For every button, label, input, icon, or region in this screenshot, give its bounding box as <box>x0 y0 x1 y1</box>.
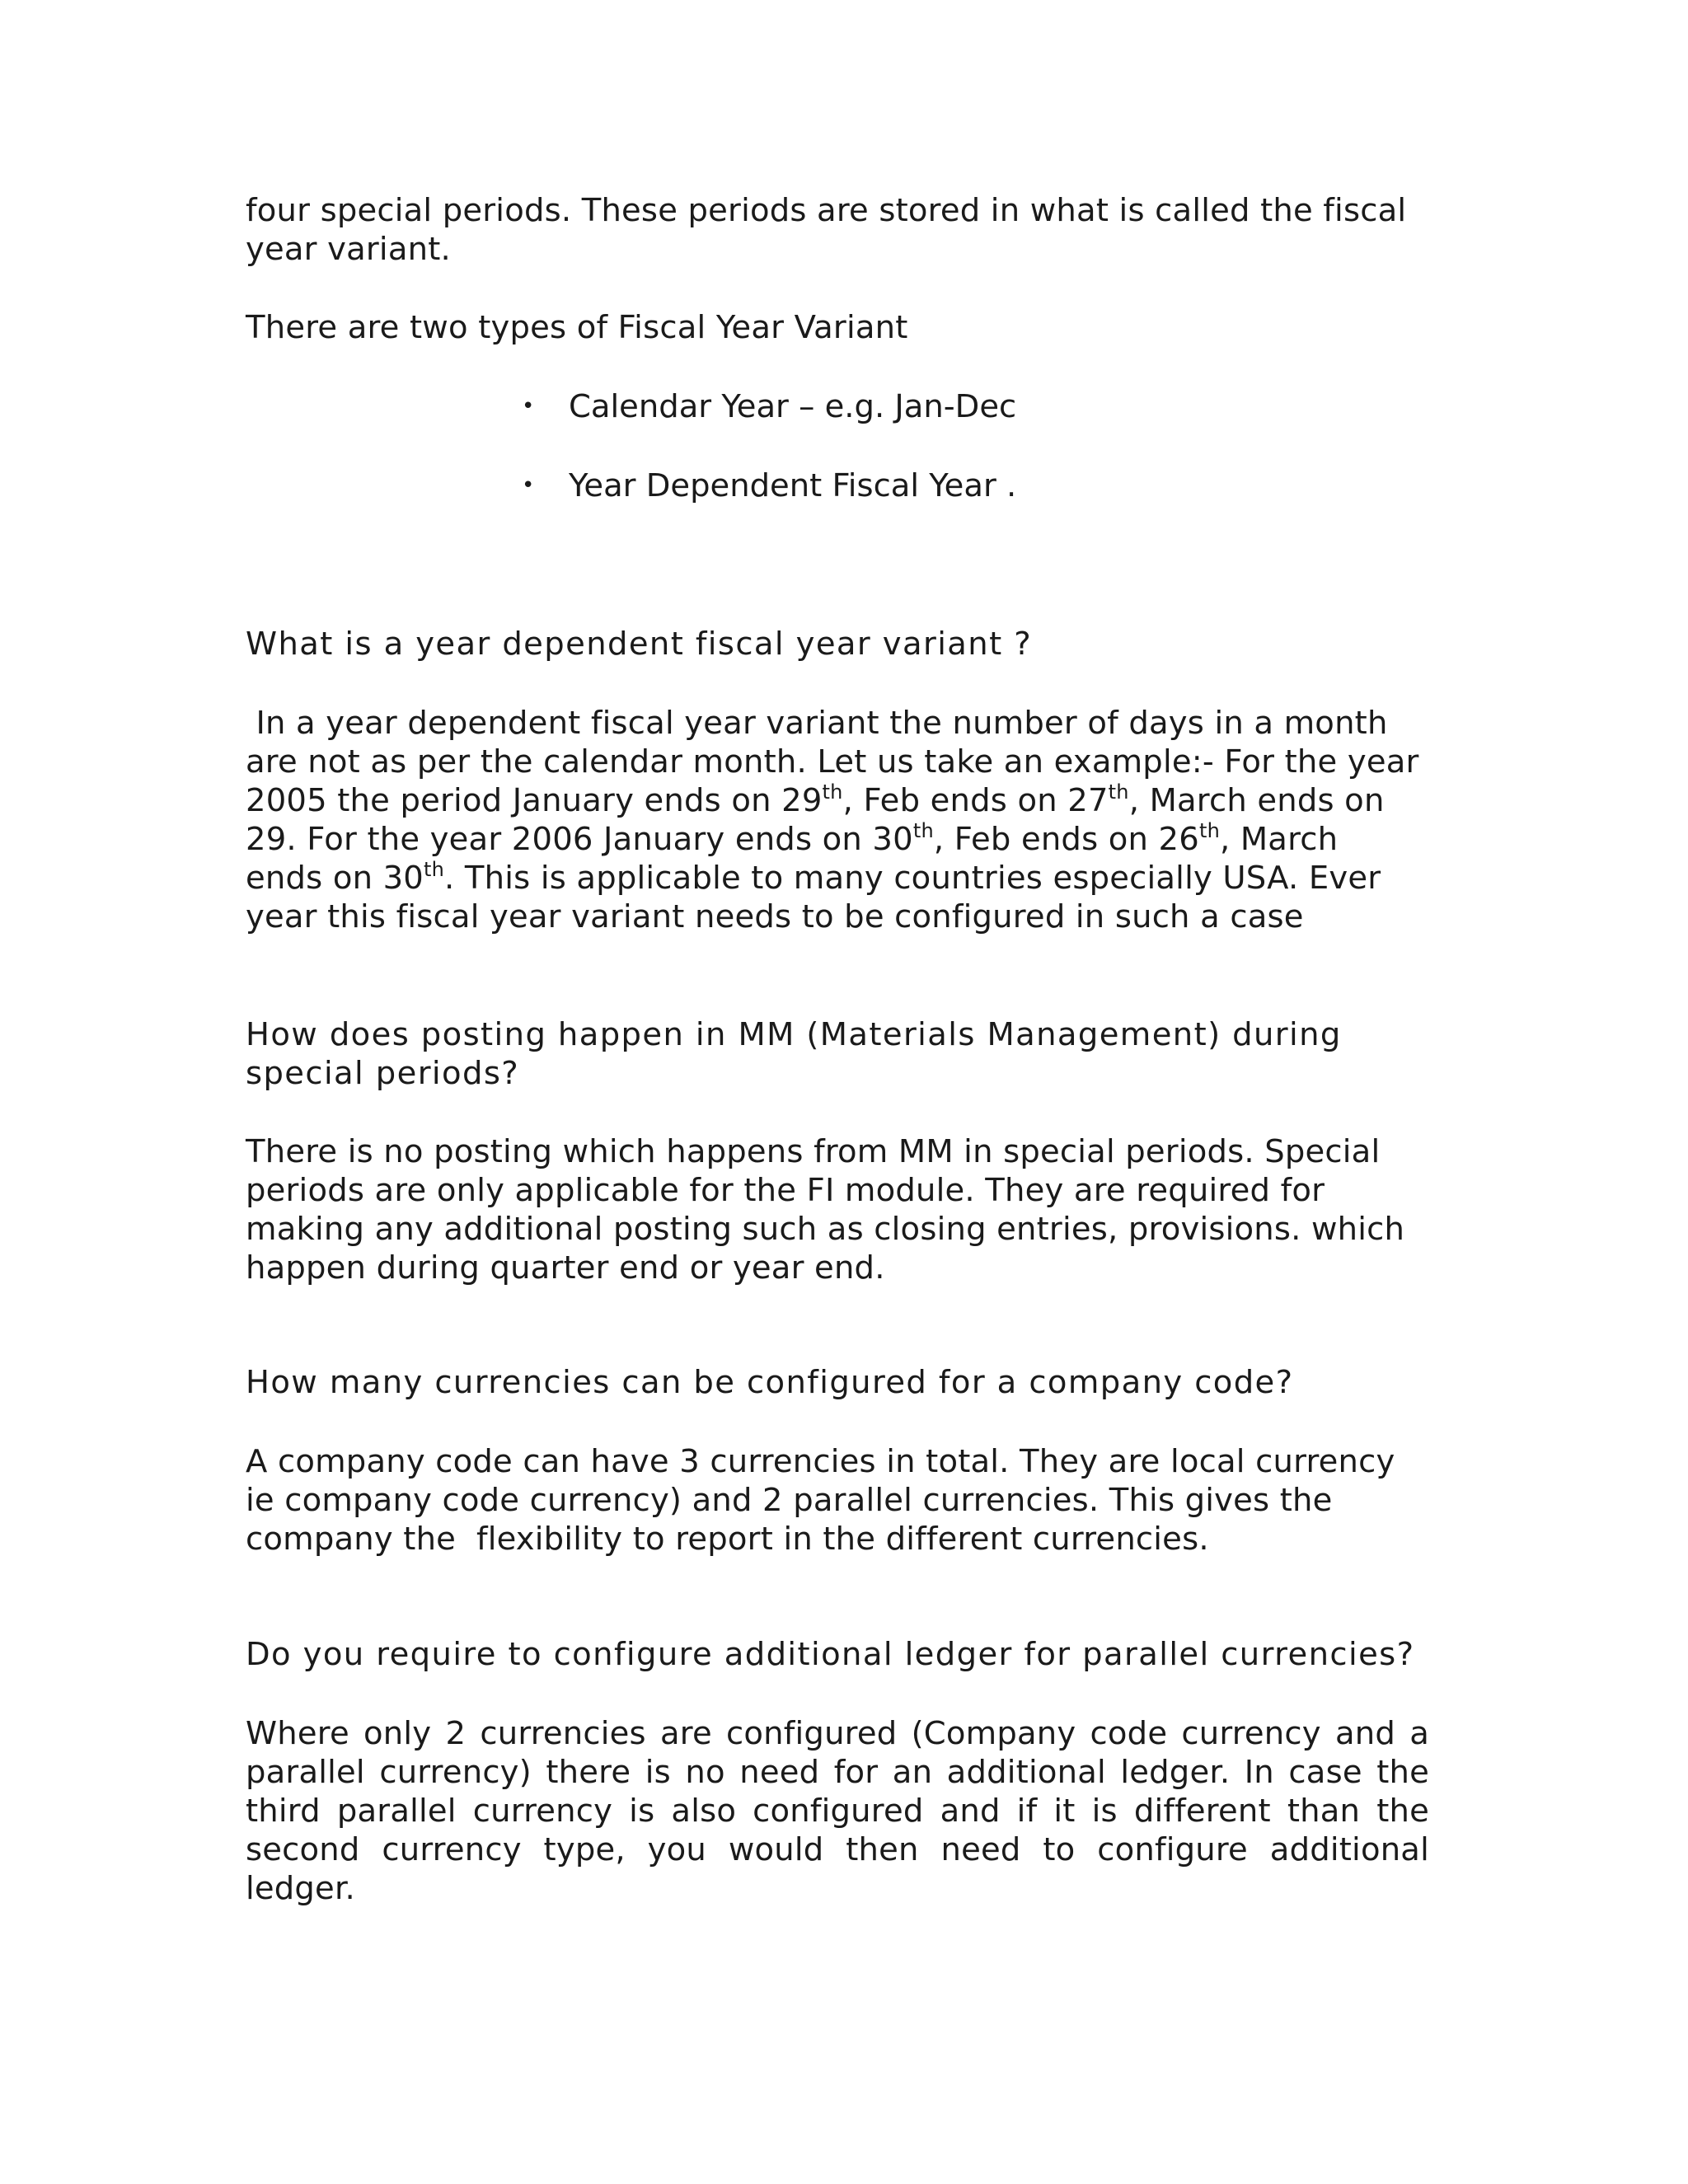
superscript: th <box>1198 819 1220 842</box>
intro-line: four special periods. These periods are stored in what is called the fiscal <box>246 192 1407 229</box>
answer-line: year this fiscal year variant needs to be configured in such a case <box>246 898 1304 935</box>
types-intro: There are two types of Fiscal Year Variant <box>246 309 908 346</box>
answer-line: are not as per the calendar month. Let us take an example:- For the year <box>246 743 1419 780</box>
intro-line: year variant. <box>246 231 451 268</box>
answer-line: In a year dependent fiscal year variant the number of days in a month <box>246 705 1388 742</box>
question-heading: What is a year dependent fiscal year variant ? <box>246 626 1033 663</box>
answer-line <box>246 781 1429 820</box>
text-run: , Feb ends on 26 <box>933 821 1199 858</box>
answer-line <box>246 859 1429 898</box>
superscript: th <box>822 780 843 804</box>
list-item <box>246 466 1429 505</box>
text-run: 2005 the period January ends on 29 <box>246 782 823 819</box>
heading-line: special periods? <box>246 1055 520 1092</box>
list-item-text: Year Dependent Fiscal Year . <box>569 467 1017 504</box>
intro-paragraph <box>246 191 1429 269</box>
text-run: . This is applicable to many countries especially USA. Ever <box>444 860 1381 897</box>
answer-paragraph: Where only 2 currencies are configured (Company code currency and a parallel currency) there is no need for an additional ledger. In case the third parallel currency is also configured and if it is different than the second currency type, you would then need to configure additional ledger. <box>246 1715 1429 1907</box>
answer-paragraph <box>246 1442 1429 1558</box>
answer-paragraph <box>246 1132 1429 1287</box>
bullet-icon: • <box>522 394 535 419</box>
superscript: th <box>912 819 934 842</box>
answer-line: There is no posting which happens from MM in special periods. Special <box>246 1133 1381 1170</box>
question-heading <box>246 1015 1429 1093</box>
answer-line: happen during quarter end or year end. <box>246 1249 885 1286</box>
list-item-text: Calendar Year – e.g. Jan-Dec <box>569 388 1017 425</box>
question-heading: Do you require to configure additional ledger for parallel currencies? <box>246 1636 1415 1673</box>
heading-line: How does posting happen in MM (Materials Management) during <box>246 1016 1342 1053</box>
bullet-icon: • <box>522 473 535 498</box>
question-heading: How many currencies can be configured for a company code? <box>246 1364 1294 1401</box>
superscript: th <box>1108 780 1129 804</box>
answer-line: ie company code currency) and 2 parallel currencies. This gives the <box>246 1482 1333 1519</box>
answer-line: periods are only applicable for the FI module. They are required for <box>246 1172 1325 1209</box>
answer-line <box>246 820 1429 859</box>
fiscal-variant-types-list <box>246 387 1429 505</box>
text-run: , March <box>1219 821 1339 858</box>
superscript: th <box>424 858 445 881</box>
answer-line: making any additional posting such as closing entries, provisions. which <box>246 1211 1405 1248</box>
answer-paragraph <box>246 704 1429 936</box>
answer-line: company the flexibility to report in the different currencies. <box>246 1521 1209 1558</box>
text-run: 29. For the year 2006 January ends on 30 <box>246 821 913 858</box>
text-run: , March ends on <box>1128 782 1385 819</box>
answer-line: A company code can have 3 currencies in total. They are local currency <box>246 1443 1395 1480</box>
list-item <box>246 387 1429 426</box>
text-run: , Feb ends on 27 <box>842 782 1109 819</box>
text-run: ends on 30 <box>246 860 424 897</box>
